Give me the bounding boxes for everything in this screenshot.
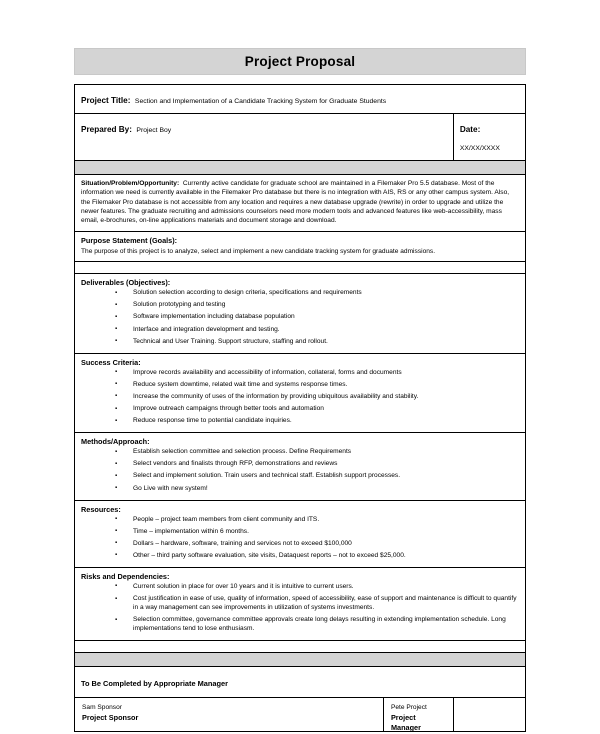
table-row-spacer-mid <box>75 262 526 274</box>
table-row-situation <box>75 175 526 232</box>
table-row-manager-heading <box>75 667 526 698</box>
table-row-spacer-white-lower <box>75 641 526 653</box>
list-item: ▪ Reduce system downtime, related wait time and systems response times. <box>81 381 519 390</box>
project-title-label: Project Title: <box>81 96 131 105</box>
resources-list <box>81 516 519 561</box>
list-item: ▪ Time – implementation within 6 months. <box>81 528 519 537</box>
success-criteria-heading: Success Criteria: <box>81 357 141 367</box>
list-item: ▪ Technical and User Training. Support structure, staffing and rollout. <box>81 338 519 347</box>
date-label: Date: <box>459 125 481 134</box>
list-item: ▪ Increase the community of uses of the information by providing ubiquitous availability and stability. <box>81 393 519 402</box>
prepared-by-label: Prepared By: <box>81 125 132 134</box>
proposal-document <box>74 48 526 732</box>
table-row-project-title <box>75 85 526 114</box>
list-item: ▪ Go Live with new system! <box>81 485 519 494</box>
list-item: ▪ Improve records availability and accessibility of information, collateral, forms and documents <box>81 369 519 378</box>
deliverables-heading: Deliverables (Objectives): <box>81 278 171 288</box>
situation-cell <box>75 175 525 231</box>
resources-heading: Resources: <box>81 504 121 514</box>
list-item: ▪ Select and implement solution. Train users and technical staff. Establish support processes. <box>81 472 519 481</box>
table-row-success-criteria <box>75 353 526 433</box>
table-row-deliverables <box>75 274 526 354</box>
date-cell <box>454 114 525 160</box>
project-title-value: Section and Implementation of a Candidate Tracking System for Graduate Students <box>134 98 387 105</box>
list-item: ▪ Improve outreach campaigns through better tools and automation <box>81 405 519 414</box>
purpose-heading: Purpose Statement (Goals): <box>81 235 178 245</box>
list-item: ▪ Solution prototyping and testing <box>81 301 519 310</box>
success-criteria-cell <box>75 354 525 433</box>
document-title-banner <box>74 48 526 75</box>
table-row-methods <box>75 433 526 500</box>
purpose-cell <box>75 232 525 261</box>
list-item: ▪ Cost justification in ease of use, quality of information, speed of accessibility, ease of support and maintenance is difficult to quantify in a way management can see improvements in utilization of systems investments. <box>81 595 519 613</box>
list-item: ▪ Software implementation including database population <box>81 313 519 322</box>
proposal-table <box>74 84 526 732</box>
prepared-by-cell <box>75 114 453 142</box>
methods-heading: Methods/Approach: <box>81 437 150 447</box>
table-row-resources <box>75 500 526 567</box>
signature-cell-empty <box>454 698 525 731</box>
list-item: ▪ Select vendors and finalists through RFP, demonstrations and reviews <box>81 460 519 469</box>
signature-cell-sponsor <box>75 698 383 731</box>
white-spacer <box>75 262 525 273</box>
project-title-cell <box>75 85 525 113</box>
list-item: ▪ Establish selection committee and selection process. Define Requirements <box>81 448 519 457</box>
methods-list <box>81 448 519 493</box>
signature-cell-manager <box>384 698 453 731</box>
list-item: ▪ Other – third party software evaluation, site visits, Dataquest reports – not to exceed $25,000. <box>81 552 519 561</box>
risks-cell <box>75 568 525 640</box>
signature-role: Project Manager <box>390 712 421 733</box>
list-item: ▪ People – project team members from client community and ITS. <box>81 516 519 525</box>
table-row-risks <box>75 567 526 640</box>
list-item: ▪ Reduce response time to potential candidate inquiries. <box>81 417 519 426</box>
white-spacer-lower <box>75 641 525 652</box>
signature-role: Project Sponsor <box>82 712 139 722</box>
prepared-by-value: Project Boy <box>136 127 172 134</box>
table-row-purpose <box>75 231 526 261</box>
resources-cell <box>75 501 525 567</box>
list-item: ▪ Selection committee, governance committee approvals create long delays resulting in extending implementation schedule. Long implementations tend to lose enthusiasm. <box>81 616 519 634</box>
situation-body: Currently active candidate for graduate school are maintained in a Filemaker Pro 5.5 database. Most of the information we need is currently available in the Filemaker Pro database but there is no integration with AIS, RS or any other campus system. Also, the Filemaker Pro database is not accessible from any location and requires a new database upgrade (rewrite) in order to upgrade and utilize the newer features. The graduate recruiting and admissions counselors need more modern tools and advanced features like web-accessibility, mass email, e-brochures, on-line applications materials and document storage and download. <box>81 180 510 225</box>
list-item: ▪ Dollars – hardware, software, training and services not to exceed $100,000 <box>81 540 519 549</box>
manager-section-heading: To Be Completed by Appropriate Manager <box>81 679 229 689</box>
deliverables-cell <box>75 274 525 353</box>
table-row-spacer-gray-lower <box>75 653 526 667</box>
situation-paragraph <box>81 179 519 226</box>
gray-spacer-lower <box>75 653 525 666</box>
table-row-spacer-top <box>75 161 526 175</box>
gray-spacer <box>75 161 525 174</box>
risks-heading: Risks and Dependencies: <box>81 571 170 581</box>
methods-cell <box>75 433 525 499</box>
purpose-body: The purpose of this project is to analyze, select and implement a new candidate tracking system for graduate admissions. <box>81 247 436 255</box>
table-row-prepared-by <box>75 114 526 161</box>
signature-name: Pete Project <box>390 704 427 712</box>
list-item: ▪ Solution selection according to design criteria, specifications and requirements <box>81 289 519 298</box>
list-item: ▪ Interface and integration development and testing. <box>81 326 519 335</box>
situation-heading: Situation/Problem/Opportunity: <box>81 180 180 187</box>
list-item: ▪ Current solution in place for over 10 years and it is intuitive to current users. <box>81 583 519 592</box>
date-value: XX/XX/XXXX <box>459 145 500 152</box>
manager-heading-cell <box>75 667 525 697</box>
success-criteria-list <box>81 369 519 427</box>
page-title: Project Proposal <box>244 54 356 69</box>
table-row-signatures <box>75 698 526 732</box>
signature-name: Sam Sponsor <box>82 704 122 712</box>
risks-list <box>81 583 519 634</box>
deliverables-list <box>81 289 519 347</box>
